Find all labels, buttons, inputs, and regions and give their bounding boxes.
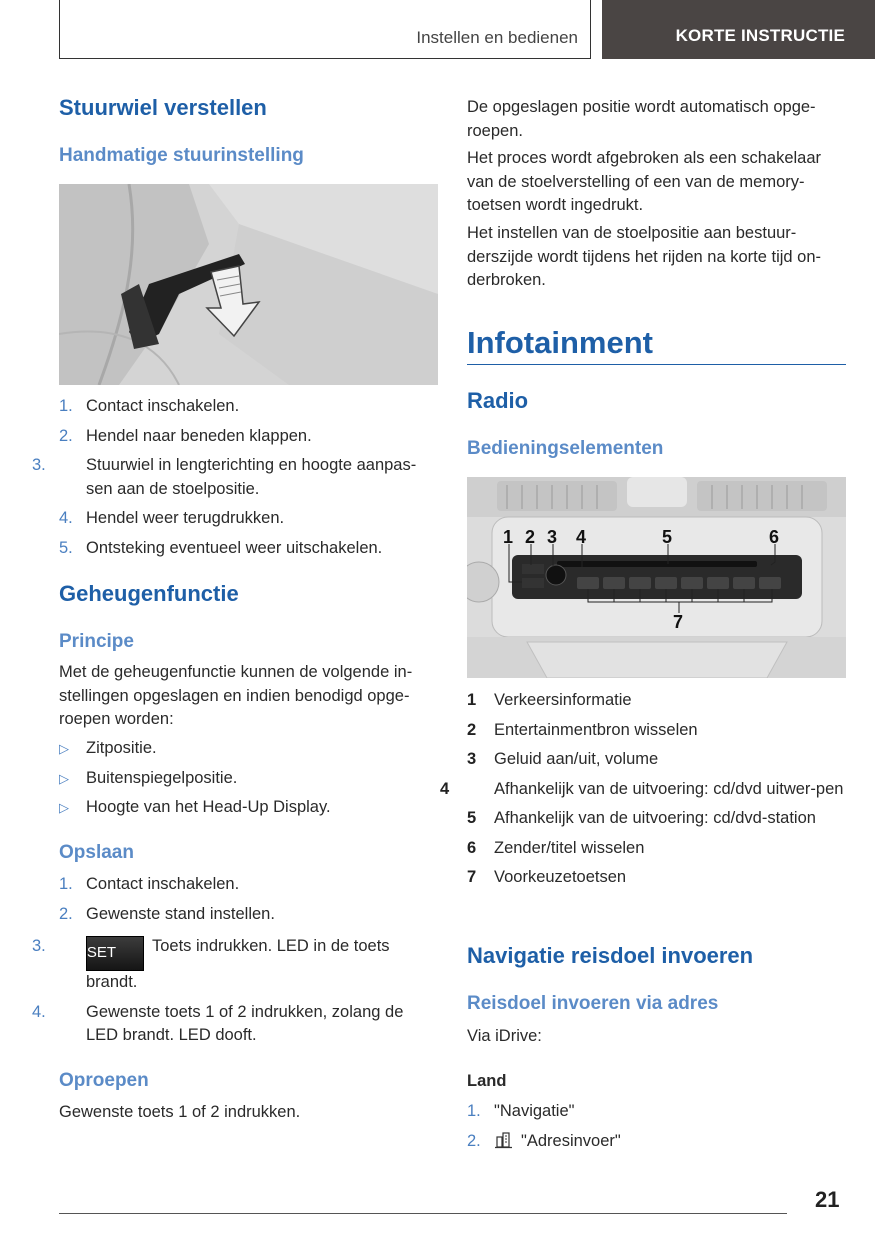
radio-callout-3: 3 <box>547 527 558 547</box>
heading-reisdoel: Reisdoel invoeren via adres <box>467 993 719 1014</box>
page-number: 21 <box>815 1187 840 1212</box>
oproepen-text: Gewenste toets 1 of 2 indrukken. <box>59 1103 301 1121</box>
principe-list: ▷ Zitpositie. ▷ Buitenspiegelpositie. ▷ Hoogte van het Head-Up Display. <box>59 737 439 820</box>
triangle-bullet-icon: ▷ <box>59 800 69 815</box>
steering-lever-illustration <box>59 184 438 385</box>
steering-steps: 1. Contact inschakelen. 2. Hendel naar beneden klappen. 3. Stuurwiel in lengterichting en hoogte aanpas-sen aan de stoelpositie. 4. Hendel weer terugdrukken. 5. Ontsteking eventueel weer uitschakelen. <box>32 397 417 557</box>
opslaan-steps: 1. Contact inschakelen. 2. Gewenste stand instellen. 3. SET Toets indrukken. LED in de toets brandt. 4. Gewenste toets 1 of 2 indrukken, zolang de LED brandt. LED dooft. <box>32 875 404 1044</box>
radio-callout-2: 2 <box>525 527 536 547</box>
land-steps: 1. "Navigatie" 2. "Adresinvoer" <box>467 1102 621 1150</box>
right-paragraph-1: De opgeslagen positie wordt automatisch opge-roepen. <box>467 98 816 140</box>
heading-radio: Radio <box>467 388 529 413</box>
heading-land: Land <box>467 1072 507 1090</box>
triangle-bullet-icon: ▷ <box>59 741 69 756</box>
principe-text: Met de geheugenfunctie kunnen de volgende in-stellingen opgeslagen en indien benodigd opge-roepen worden: <box>59 663 413 728</box>
radio-items: 1 Verkeersinformatie 2 Entertainmentbron wisselen 3 Geluid aan/uit, volume 4 Afhankelijk van de uitvoering: cd/dvd uitwer-pen 5 Afhankelijk van de uitvoering: cd/dvd-station 6 Zender/titel wisselen 7 Voorkeuzetoetsen <box>440 691 844 886</box>
header-box <box>59 0 591 59</box>
address-input-icon <box>494 1131 514 1149</box>
heading-navigatie: Navigatie reisdoel invoeren <box>467 943 754 968</box>
header-section-title: Instellen en bedienen <box>416 28 578 47</box>
footer-rule <box>59 1213 787 1214</box>
triangle-bullet-icon: ▷ <box>59 770 69 786</box>
radio-callout-7: 7 <box>673 612 684 632</box>
radio-callout-1: 1 <box>503 527 514 547</box>
heading-bedieningselementen: Bedieningselementen <box>467 438 664 459</box>
right-paragraph-2: Het proces wordt afgebroken als een schakelaar van de stoelverstelling of een van de memory-toetsen wordt ingedrukt. <box>467 149 822 214</box>
header-tab <box>602 0 875 59</box>
heading-oproepen: Oproepen <box>59 1070 149 1091</box>
radio-callout-5: 5 <box>662 527 673 547</box>
header-tab-label: KORTE INSTRUCTIE <box>675 26 845 45</box>
via-idrive: Via iDrive: <box>467 1027 542 1045</box>
set-key-icon: SET <box>86 936 144 971</box>
right-paragraph-3: Het instellen van de stoelpositie aan bestuur-derszijde wordt tijdens het rijden na korte tijd on-derbroken. <box>467 224 822 289</box>
heading-handmatig: Handmatige stuurinstelling <box>59 145 304 166</box>
heading-infotainment: Infotainment <box>467 325 653 360</box>
radio-controls-illustration <box>467 477 846 678</box>
radio-callout-4: 4 <box>576 527 587 547</box>
heading-opslaan: Opslaan <box>59 842 134 863</box>
heading-principe: Principe <box>59 631 134 652</box>
heading-stuurwiel: Stuurwiel verstellen <box>59 95 267 120</box>
radio-callout-6: 6 <box>769 527 780 547</box>
infotainment-rule <box>467 364 846 365</box>
heading-geheugenfunctie: Geheugenfunctie <box>59 581 239 606</box>
